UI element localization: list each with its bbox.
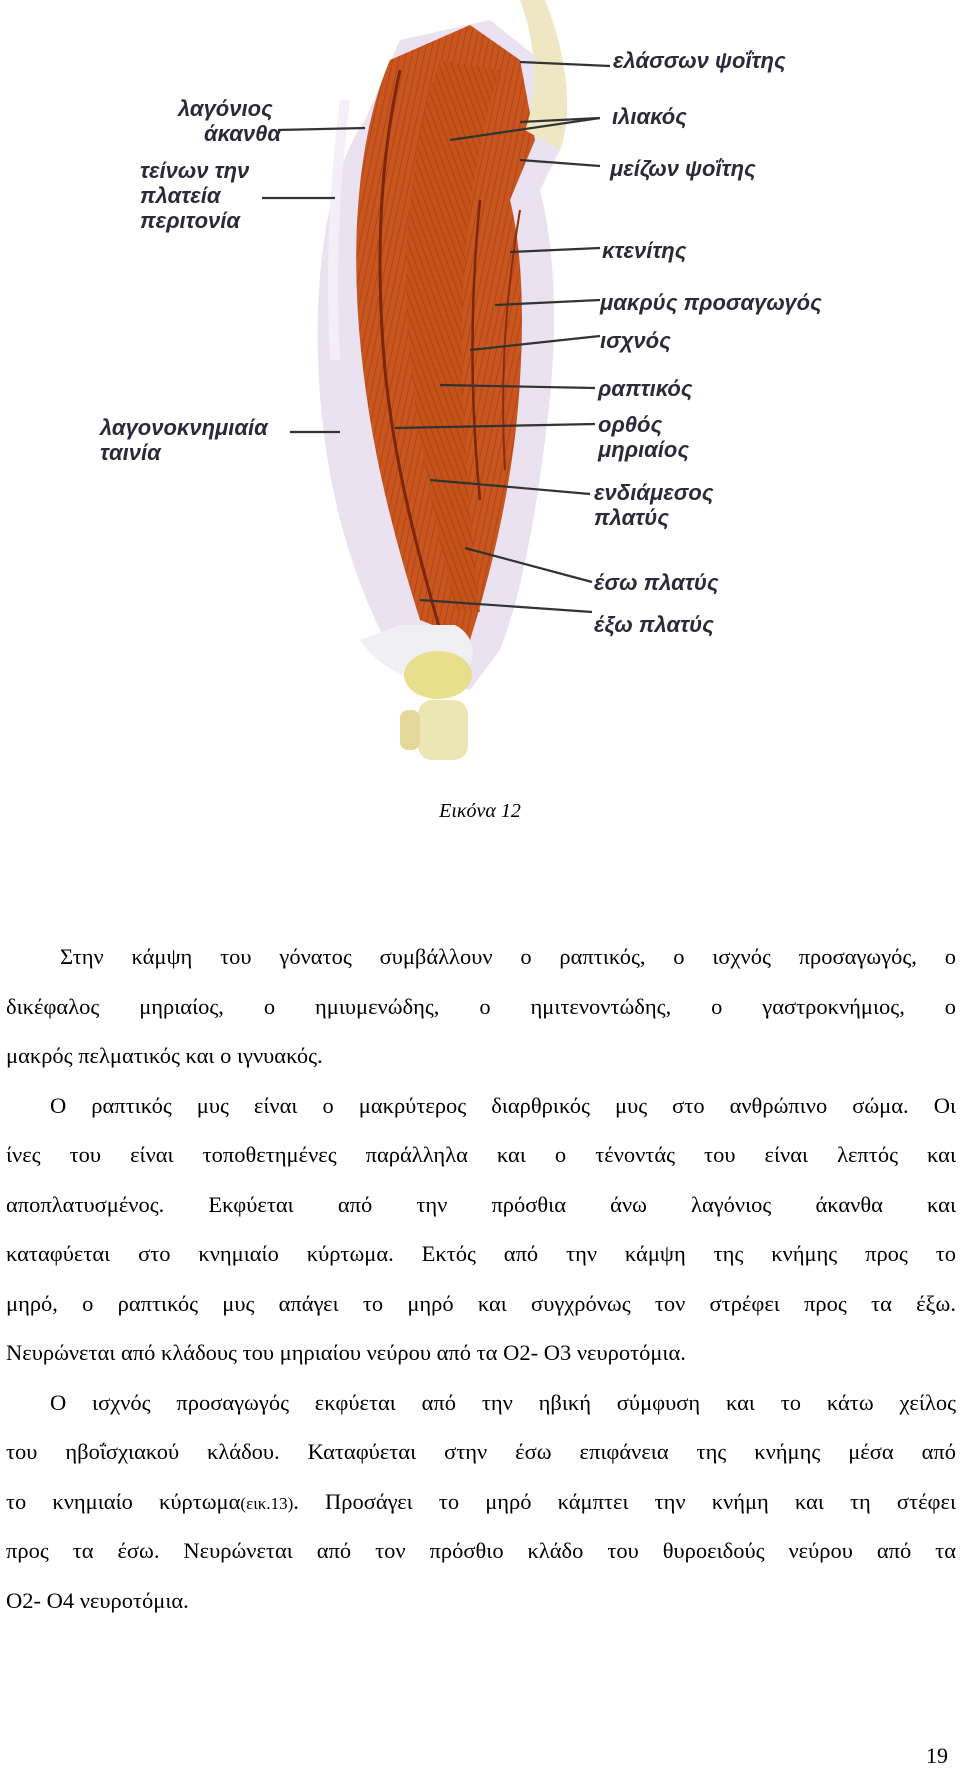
text-segment: . Προσάγει το μηρό κάμπτει την κνήμη και τη στέφει bbox=[293, 1488, 957, 1514]
label-gracilis: ισχνός bbox=[600, 328, 671, 353]
body-text bbox=[6, 932, 956, 1625]
text-line: καταφύεται στο κνημιαίο κύρτωμα. Εκτός από την κάμψη της κνήμης προς το bbox=[6, 1241, 956, 1266]
label-tensor-fasciae-latae: τείνων την πλατεία περιτονία bbox=[140, 158, 250, 233]
page-number: 19 bbox=[926, 1743, 948, 1768]
label-vastus-lateralis: έξω πλατύς bbox=[594, 612, 714, 637]
label-pectineus: κτενίτης bbox=[602, 238, 687, 263]
text-line: μακρός πελματικός και ο ιγνυακός. bbox=[6, 1043, 323, 1068]
text-line: Ο2- Ο4 νευροτόμια. bbox=[6, 1587, 189, 1613]
text-line: Στην κάμψη του γόνατος συμβάλλουν ο ραπτικός, ο ισχνός προσαγωγός, ο bbox=[60, 944, 956, 969]
label-psoas-major: μείζων ψοΐτης bbox=[610, 156, 756, 181]
label-vastus-intermedius: ενδιάμεσος πλατύς bbox=[594, 480, 714, 530]
label-sartorius: ραπτικός bbox=[598, 376, 693, 401]
text-segment: το κνημιαίο κύρτωμα bbox=[6, 1488, 241, 1514]
text-line: ίνες του είναι τοποθετημένες παράλληλα και ο τένοντάς του είναι λεπτός και bbox=[6, 1142, 956, 1167]
text-line: Ο ραπτικός μυς είναι ο μακρύτερος διαρθρικός μυς στο ανθρώπινο σώμα. Οι bbox=[50, 1092, 956, 1118]
thigh-silhouette bbox=[318, 0, 568, 760]
text-line: δικέφαλος μηριαίος, ο ημιυμενώδης, ο ημιτενοντώδης, ο γαστροκνήμιος, ο bbox=[6, 993, 956, 1019]
label-vastus-medialis: έσω πλατύς bbox=[594, 570, 719, 595]
text-line: μηρό, ο ραπτικός μυς απάγει το μηρό και συγχρόνως τον στρέφει προς τα έξω. bbox=[6, 1290, 956, 1316]
label-rectus-femoris: ορθός μηριαίος bbox=[598, 412, 690, 462]
figure-caption: Εικόνα 12 bbox=[439, 800, 521, 822]
label-iliotibial-band: λαγονοκνημιαία ταινία bbox=[100, 415, 268, 465]
figure-reference: (εικ.13) bbox=[240, 1493, 294, 1513]
paragraph-sartorius bbox=[6, 1081, 956, 1378]
label-psoas-minor: ελάσσων ψοΐτης bbox=[613, 48, 786, 73]
paragraph-knee-flexion bbox=[6, 932, 956, 1081]
text-line: Νευρώνεται από κλάδους του μηριαίου νεύρου από τα Ο2- Ο3 νευροτόμια. bbox=[6, 1340, 686, 1365]
text-line: αποπλατυσμένος. Εκφύεται από την πρόσθια άνω λαγόνιος άκανθα και bbox=[6, 1191, 956, 1217]
text-line: Ο ισχνός προσαγωγός εκφύεται από την ηβική σύμφυση και το κάτω χείλος bbox=[50, 1389, 956, 1415]
text-line bbox=[6, 1477, 956, 1527]
thigh-muscles-illustration bbox=[0, 0, 960, 790]
label-adductor-longus: μακρύς προσαγωγός bbox=[600, 290, 822, 315]
label-iliacus: ιλιακός bbox=[612, 104, 687, 129]
label-iliac-spine: λαγόνιος άκανθα bbox=[178, 96, 282, 146]
text-line: προς τα έσω. Νευρώνεται από τον πρόσθιο κλάδο του θυροειδούς νεύρου από τα bbox=[6, 1538, 956, 1563]
paragraph-gracilis bbox=[6, 1378, 956, 1626]
text-line: του ηβοΐσχιακού κλάδου. Καταφύεται στην έσω επιφάνεια της κνήμης μέσα από bbox=[6, 1439, 956, 1464]
